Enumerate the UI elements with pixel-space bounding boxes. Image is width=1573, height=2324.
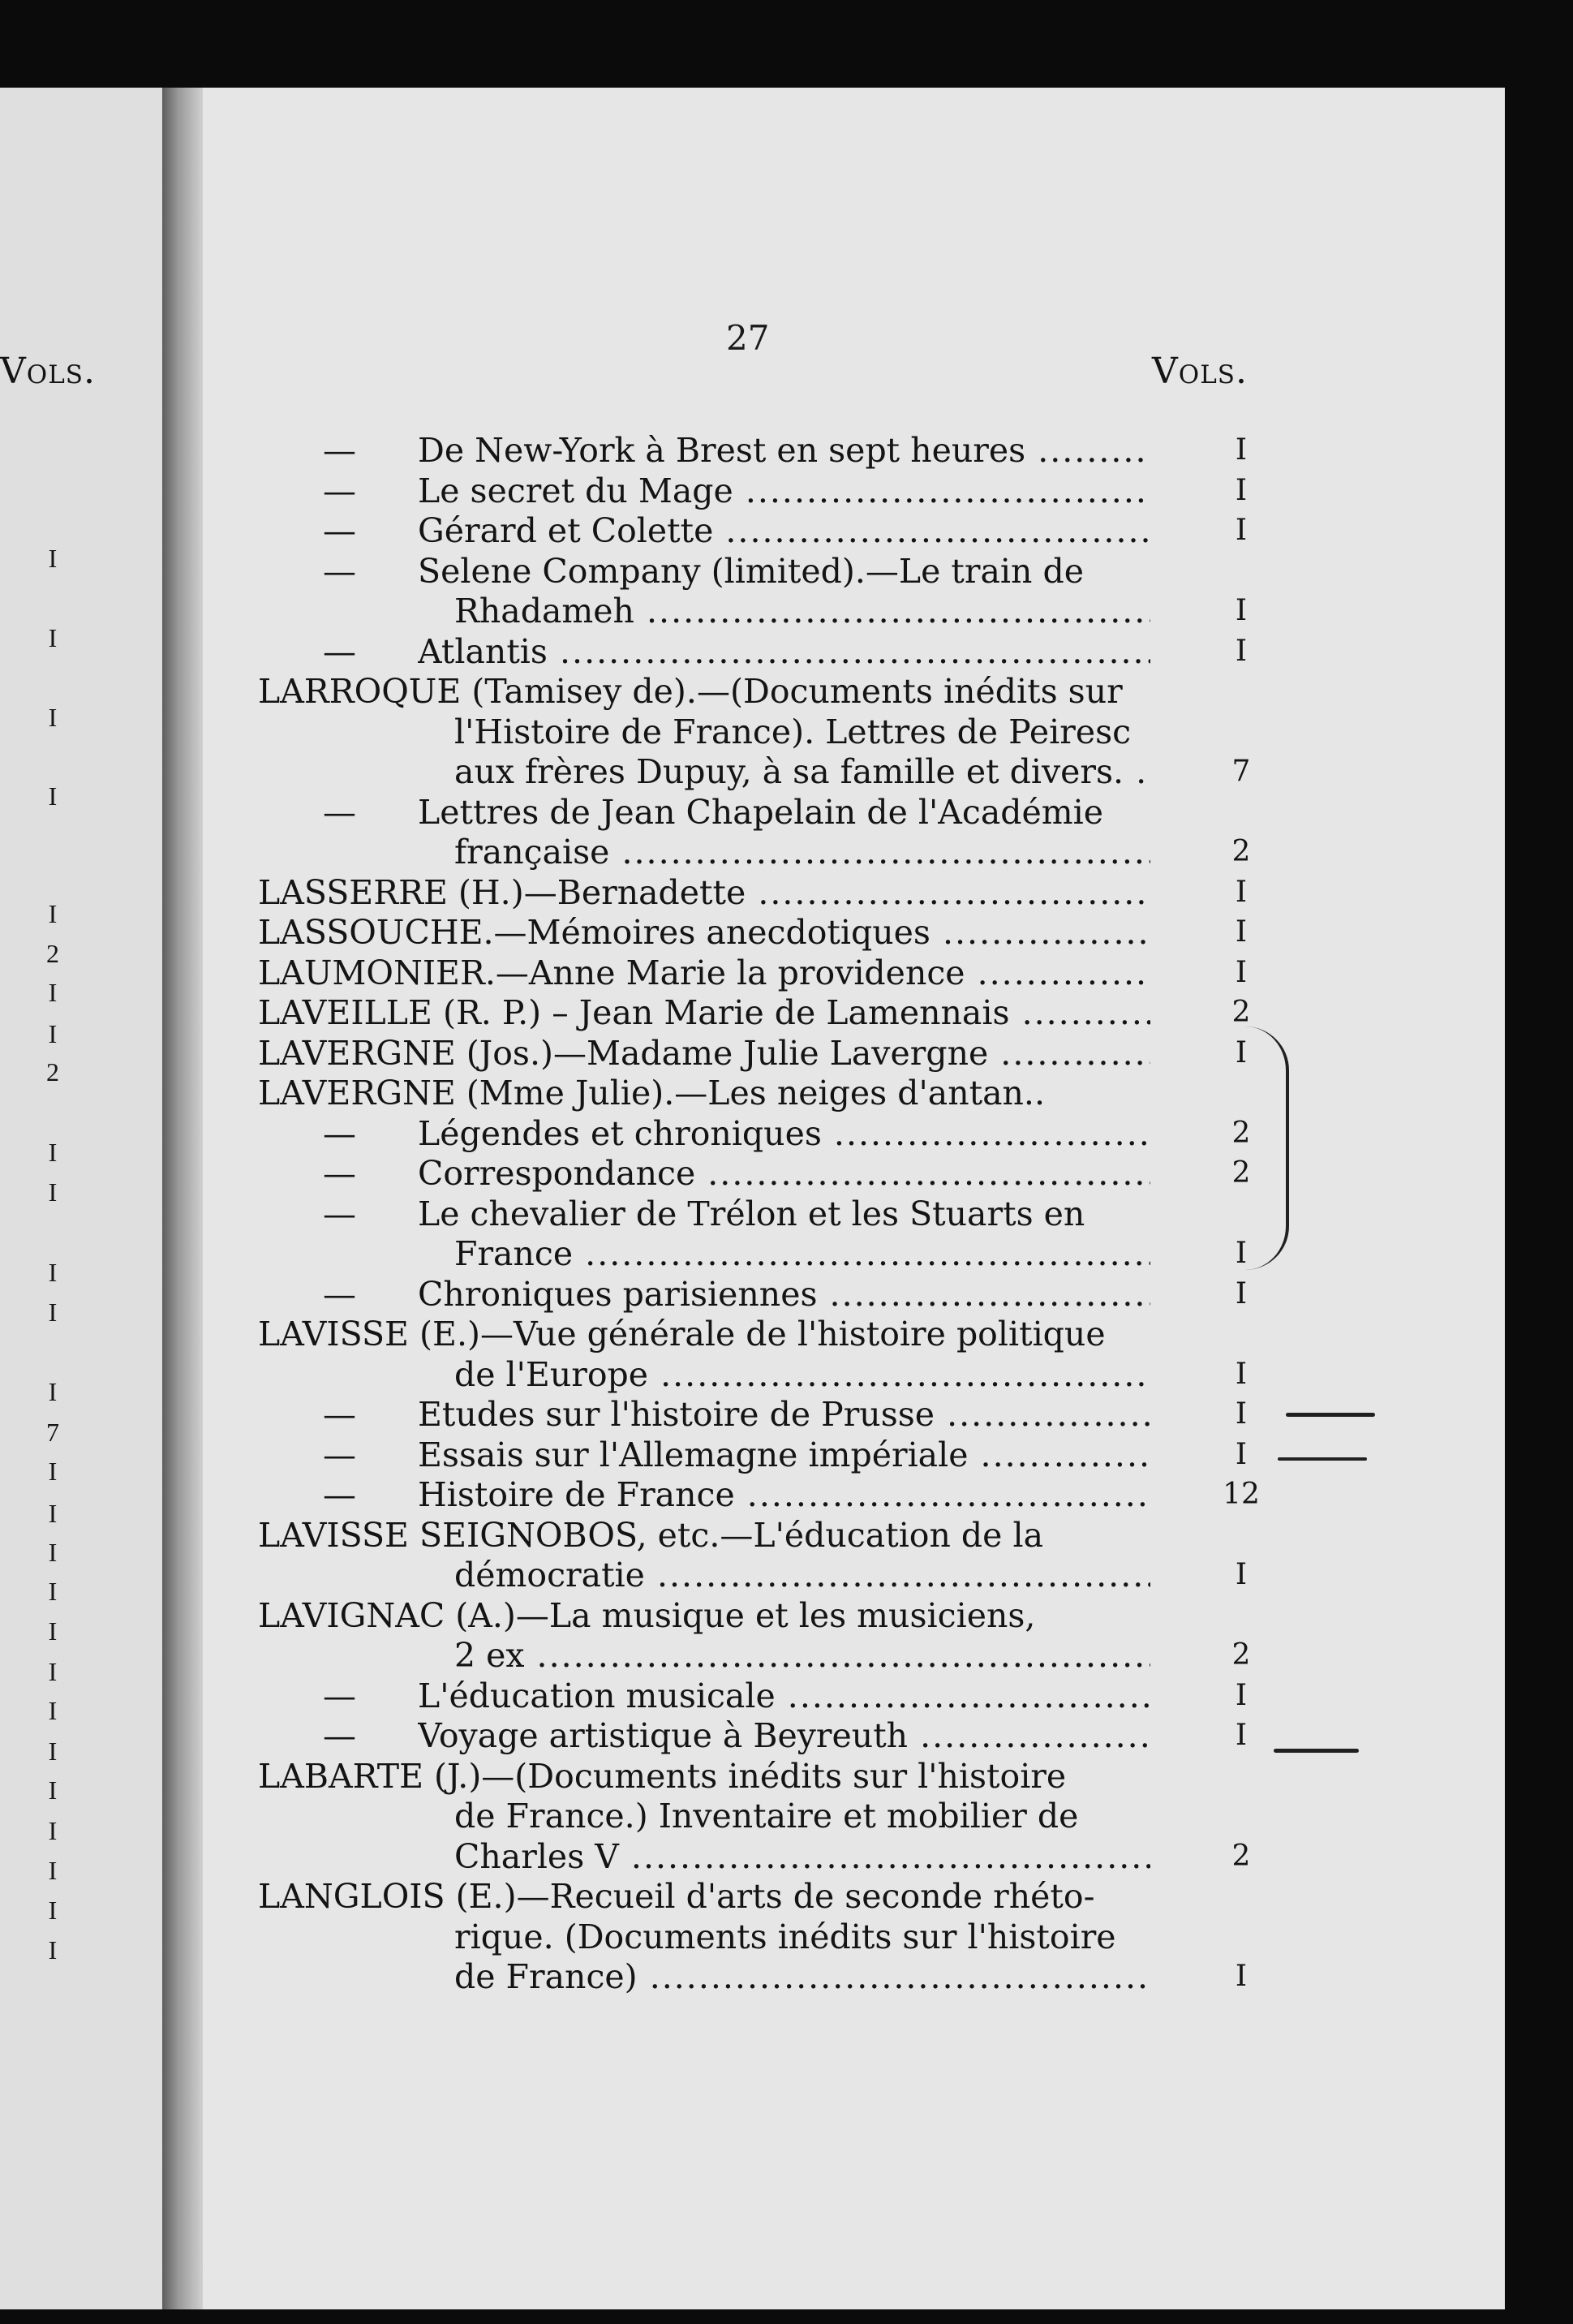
entry-volumes: I xyxy=(1235,1035,1248,1069)
entry-volumes: 2 xyxy=(1231,1156,1251,1190)
entry-text: LARROQUE (Tamisey de).—(Documents inédits sur xyxy=(258,672,1123,711)
catalog-entry xyxy=(0,510,1573,551)
entry-dash: — xyxy=(323,792,356,832)
entry-text: LAVIGNAC (A.)—La musique et les musiciens, xyxy=(258,1595,1036,1635)
left-vol-number: I xyxy=(48,1138,58,1167)
catalog-entry xyxy=(0,1113,1573,1154)
entry-volumes: I xyxy=(1235,955,1248,989)
left-vol-number: I xyxy=(48,1499,58,1528)
vols-header: Vols. xyxy=(1152,351,1248,392)
catalog-entry xyxy=(0,1435,1573,1475)
entry-text: Lettres de Jean Chapelain de l'Académie xyxy=(418,792,1104,832)
entry-text: LASSERRE (H.)—Bernadette ..... xyxy=(258,872,1150,913)
entry-dash: — xyxy=(323,631,356,671)
entry-text: rique. (Documents inédits sur l'histoire xyxy=(454,1917,1116,1956)
entry-dash: — xyxy=(323,1475,356,1514)
left-vol-number: 7 xyxy=(46,1418,59,1447)
catalog-entry xyxy=(0,1314,1573,1354)
left-vol-number: I xyxy=(48,1657,58,1686)
entry-dash: — xyxy=(323,471,356,510)
entry-volumes: I xyxy=(1235,1558,1248,1591)
catalog-entry xyxy=(0,751,1573,792)
left-vol-number: I xyxy=(48,1775,58,1805)
left-vol-number: 2 xyxy=(46,939,59,968)
entry-volumes: I xyxy=(1235,594,1248,627)
catalog-entry xyxy=(0,1635,1573,1676)
entry-volumes: I xyxy=(1235,1678,1248,1712)
entry-dash: — xyxy=(323,1274,356,1314)
catalog-entry xyxy=(0,1796,1573,1836)
handwritten-mark xyxy=(1286,1413,1375,1417)
catalog-entry xyxy=(0,591,1573,631)
catalog-entry xyxy=(0,912,1573,953)
entry-volumes: 12 xyxy=(1223,1478,1260,1511)
catalog-entry xyxy=(0,1836,1573,1877)
entry-volumes: I xyxy=(1235,875,1248,909)
entry-volumes: I xyxy=(1235,433,1248,467)
left-vol-number: I xyxy=(48,978,58,1007)
entry-volumes: I xyxy=(1235,1719,1248,1752)
entry-volumes: I xyxy=(1235,1437,1248,1471)
entry-text: Chroniques parisiennes ..... xyxy=(418,1274,1150,1315)
entry-text: LANGLOIS (E.)—Recueil d'arts de seconde rhéto- xyxy=(258,1877,1095,1916)
left-vol-number: I xyxy=(48,623,58,652)
left-vol-number: I xyxy=(48,1577,58,1606)
catalog-entry xyxy=(0,1876,1573,1917)
entry-text: Rhadameh ..... xyxy=(454,591,1150,631)
entry-text: de France) ..... xyxy=(454,1956,1150,1997)
entry-dash: — xyxy=(323,1395,356,1434)
catalog-entry xyxy=(0,1595,1573,1636)
left-vol-number: I xyxy=(48,1019,58,1048)
entry-text: Charles V ..... xyxy=(454,1836,1150,1877)
left-vol-number: I xyxy=(48,781,58,811)
entry-volumes: 2 xyxy=(1231,1839,1251,1873)
entry-text: de France.) Inventaire et mobilier de xyxy=(454,1797,1079,1836)
entry-volumes: I xyxy=(1235,1960,1248,1993)
catalog-entry xyxy=(0,792,1573,833)
left-vol-number: I xyxy=(48,1538,58,1567)
entry-text: LAVEILLE (R. P.) – Jean Marie de Lamennais ..... xyxy=(258,992,1150,1033)
entry-dash: — xyxy=(323,1194,356,1233)
entry-dash: — xyxy=(323,551,356,591)
handwritten-bracket xyxy=(1245,1026,1289,1270)
left-vol-number: I xyxy=(48,1457,58,1486)
catalog-entry xyxy=(0,430,1573,471)
entry-text: Histoire de France ..... xyxy=(418,1474,1150,1515)
left-vol-number: I xyxy=(48,1377,58,1406)
entry-text: Etudes sur l'histoire de Prusse ..... xyxy=(418,1394,1150,1435)
catalog-entry xyxy=(0,1515,1573,1556)
entry-text: Le chevalier de Trélon et les Stuarts en xyxy=(418,1194,1085,1233)
entry-text: Correspondance ..... xyxy=(418,1153,1150,1194)
catalog-entry xyxy=(0,1233,1573,1274)
left-vol-number: I xyxy=(48,1896,58,1925)
catalog-entry xyxy=(0,551,1573,592)
catalog-entry xyxy=(0,1153,1573,1194)
handwritten-mark xyxy=(1274,1749,1359,1753)
entry-text: Légendes et chroniques ..... xyxy=(418,1113,1150,1154)
entry-text: LAVISSE (E.)—Vue générale de l'histoire politique xyxy=(258,1315,1106,1354)
entry-dash: — xyxy=(323,431,356,470)
entry-volumes: I xyxy=(1235,634,1248,668)
catalog-entry xyxy=(0,832,1573,872)
entry-text: France ..... xyxy=(454,1233,1150,1274)
entry-volumes: 2 xyxy=(1231,1638,1251,1672)
entry-volumes: 2 xyxy=(1231,835,1251,868)
left-vol-number: I xyxy=(48,1935,58,1965)
page-number: 27 xyxy=(726,318,770,358)
left-vol-number: I xyxy=(48,1856,58,1885)
entry-volumes: I xyxy=(1235,514,1248,547)
left-vol-number: I xyxy=(48,1737,58,1766)
catalog-entry xyxy=(0,992,1573,1033)
entry-text: L'éducation musicale ..... xyxy=(418,1676,1150,1716)
entry-text: française ..... xyxy=(454,832,1150,872)
entry-text: l'Histoire de France). Lettres de Peiresc xyxy=(454,712,1132,751)
entry-text: LAVISSE SEIGNOBOS, etc.—L'éducation de la xyxy=(258,1515,1044,1555)
entry-text: démocratie ..... xyxy=(454,1555,1150,1595)
left-vol-number: I xyxy=(48,1696,58,1725)
entry-dash: — xyxy=(323,1676,356,1715)
left-vol-number: I xyxy=(48,544,58,573)
catalog-entry xyxy=(0,712,1573,752)
entry-text: Selene Company (limited).—Le train de xyxy=(418,551,1084,591)
catalog-entry xyxy=(0,631,1573,672)
handwritten-mark xyxy=(1278,1457,1367,1461)
entry-text: Essais sur l'Allemagne impériale ..... xyxy=(418,1435,1150,1475)
entry-dash: — xyxy=(323,1113,356,1153)
left-vol-number: I xyxy=(48,1177,58,1207)
catalog-entry xyxy=(0,1756,1573,1797)
left-vol-number: I xyxy=(48,1616,58,1646)
entry-text: de l'Europe ..... xyxy=(454,1354,1150,1395)
entry-volumes: I xyxy=(1235,1237,1248,1270)
entry-volumes: I xyxy=(1235,1276,1248,1310)
entry-text: LASSOUCHE.—Mémoires anecdotiques ..... xyxy=(258,912,1150,953)
catalog-entry xyxy=(0,1555,1573,1595)
entry-text: Atlantis ..... xyxy=(418,631,1150,672)
left-vols-header: Vols. xyxy=(0,351,96,392)
left-vol-number: I xyxy=(48,1816,58,1845)
catalog-entry xyxy=(0,1194,1573,1234)
entry-text: aux frères Dupuy, à sa famille et divers. ..... xyxy=(454,751,1150,792)
entry-volumes: I xyxy=(1235,915,1248,949)
left-vol-number: I xyxy=(48,899,58,928)
entry-text: 2 ex ..... xyxy=(454,1635,1150,1676)
catalog-entry xyxy=(0,1033,1573,1074)
catalog-entry xyxy=(0,471,1573,511)
entry-text: LAVERGNE (Jos.)—Madame Julie Lavergne ..... xyxy=(258,1033,1150,1074)
entry-text: LAUMONIER.—Anne Marie la providence ..... xyxy=(258,953,1150,993)
entry-text: LAVERGNE (Mme Julie).—Les neiges d'antan.. xyxy=(258,1074,1045,1113)
entry-text: LABARTE (J.)—(Documents inédits sur l'histoire xyxy=(258,1756,1067,1796)
catalog-entry xyxy=(0,1474,1573,1515)
catalog-entry xyxy=(0,1354,1573,1395)
left-vol-number: I xyxy=(48,1258,58,1287)
entry-dash: — xyxy=(323,1716,356,1755)
catalog-entry xyxy=(0,671,1573,712)
entry-volumes: I xyxy=(1235,473,1248,507)
entry-text: Le secret du Mage ..... xyxy=(418,471,1150,511)
entry-text: Gérard et Colette ..... xyxy=(418,510,1150,551)
entry-volumes: 2 xyxy=(1231,1116,1251,1150)
entry-volumes: I xyxy=(1235,1397,1248,1431)
entry-dash: — xyxy=(323,1435,356,1474)
entry-dash: — xyxy=(323,511,356,550)
entry-text: Voyage artistique à Beyreuth ..... xyxy=(418,1715,1150,1756)
catalog-entry xyxy=(0,1676,1573,1716)
catalog-entry xyxy=(0,1956,1573,1997)
catalog-entry xyxy=(0,1274,1573,1315)
left-vol-number: I xyxy=(48,1298,58,1327)
entry-text: De New-York à Brest en sept heures ..... xyxy=(418,430,1150,471)
catalog-entry xyxy=(0,1073,1573,1113)
entry-volumes: 7 xyxy=(1231,755,1251,788)
left-vol-number: I xyxy=(48,703,58,732)
left-vol-number: 2 xyxy=(46,1057,59,1087)
entry-volumes: I xyxy=(1235,1357,1248,1391)
catalog-entry xyxy=(0,953,1573,993)
entry-dash: — xyxy=(323,1154,356,1193)
catalog-entry xyxy=(0,872,1573,913)
entry-volumes: 2 xyxy=(1231,996,1251,1029)
catalog-entry xyxy=(0,1917,1573,1957)
